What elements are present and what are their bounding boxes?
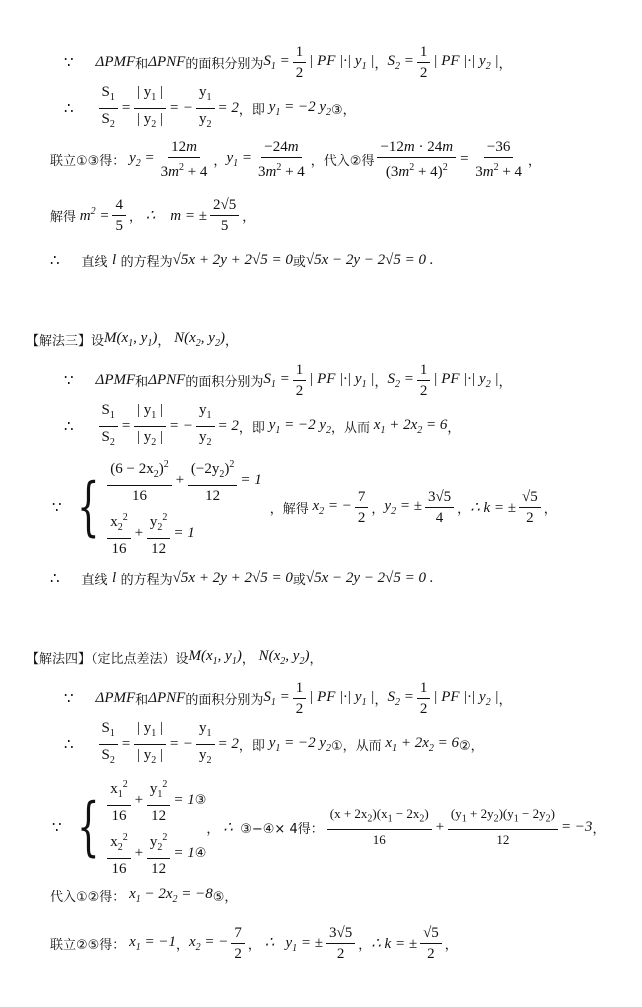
because-symbol: ∵ [64, 53, 74, 71]
line-12: ∵ ΔPMF 和 ΔPNF 的面积分别为 $S_1$ = $\frac{1}{2}$ | PF |·| $y_1$ | ， $S_2$ = $\frac{1}{2}$ | PF |·| $y_2$ | ， [64, 679, 512, 717]
line-6: 【解法三】设 $M(x_1$, $y_1$) ， $N(x_2$, $y_2$) ， [26, 329, 238, 349]
equation-system: { $\frac{(6 - 2x_2)^2}{16}$ + $\frac{(-2y_2)^2}{12}$ = 1 $\frac{x_2^2}{16}$ + $\frac{y_2^2}{12}$ = 1 [68, 456, 262, 558]
line-4: 解得 $m^2$ = $\frac{4}{5}$ ， ∴ m = ± $\frac{2√5}{5}$ ， [50, 196, 256, 234]
line-16: 联立②⑤得： $x_1 = -1$ ， $x_2$ = − $\frac{7}{2}$ ， ∴ $y_1$ = ± $\frac{3√5}{2}$ ， ∴ k = ± $\frac{√5}{2}$ ， [50, 924, 458, 962]
line-3: 联立①③得： $y_2$ = $\frac{12m}{3m^2 + 4}$ ， $y_1$ = $\frac{-24m}{3m^2 + 4}$ ，代入②得 $\frac{-12m \cdot 24m}{(3m^2 + 4)^2}$ = $\frac{-36}{3m^2 + 4}$ ， [50, 138, 542, 180]
line-8: ∴ $\frac{S_1}{S_2}$ = $\frac{| y_1 |}{| y_2 |}$ = − $\frac{y_1}{y_2}$ = 2 ，即 $y_1 = -2$ $y_2$ ，从而 $x_1 + 2x_2 = 6$ ， [64, 401, 461, 448]
line-15: 代入①②得： $x_1 - 2x_2 = -8$ ⑤， [50, 885, 238, 905]
line-11: 【解法四】（定比点差法）设 $M(x_1$, $y_1$) ， $N(x_2$, $y_2$) ， [26, 647, 323, 667]
line-9: ∵ { $\frac{(6 - 2x_2)^2}{16}$ + $\frac{(-2y_2)^2}{12}$ = 1 $\frac{x_2^2}{16}$ + $\frac{y_2^2}{12}$ = 1 ，解得 $x_2$ = − $\frac{7}{2}$ ， $y_2$ = ± $\frac{3√5}{4}$ ， ∴ k = ± $\frac{√5}{2}$ ， [0, 462, 642, 552]
equation-system-2: { $\frac{x_1^2}{16}$ + $\frac{y_1^2}{12}$ = 1 ③ $\frac{x_2^2}{16}$ + $\frac{y_2^2}{12}$ = 1 ④ [68, 776, 207, 878]
line-10: ∴ 直线 l 的方程为 √5x + 2y + 2√5 = 0 或 √5x − 2y − 2√5 = 0 . [50, 569, 434, 588]
therefore-symbol: ∴ [64, 99, 74, 117]
line-2: ∴ $\frac{S_1}{S_2}$ = $\frac{| y_1 |}{| y_2 |}$ = − $\frac{y_1}{y_2}$ = 2 ，即 $y_1 = -2$ $y_2$ ③， [64, 83, 356, 130]
line-13: ∴ $\frac{S_1}{S_2}$ = $\frac{| y_1 |}{| y_2 |}$ = − $\frac{y_1}{y_2}$ = 2 ，即 $y_1 = -2$ $y_2$ ①，从而 $x_1 + 2x_2 = 6$ ②， [64, 719, 484, 766]
line-14: ∵ { $\frac{x_1^2}{16}$ + $\frac{y_1^2}{12}$ = 1 ③ $\frac{x_2^2}{16}$ + $\frac{y_2^2}{12}$ = 1 ④ ， ∴ ③−④× 4得： $\frac{(x + 2x_2)(x_1 - 2x_2)}{16}$ + $\frac{(y_1 + 2y_2)(y_1 - 2y_2)}{12}$ = −3 ， [0, 782, 642, 872]
line-5: ∴ 直线 l 的方程为 √5x + 2y + 2√5 = 0 或 √5x − 2y − 2√5 = 0 . [50, 251, 434, 270]
line-7: ∵ ΔPMF 和 ΔPNF 的面积分别为 $S_1$ = $\frac{1}{2}$ | PF |·| $y_1$ | ， $S_2$ = $\frac{1}{2}$ | PF |·| $y_2$ | ， [64, 361, 512, 399]
line-1: ∵ ΔPMF 和 ΔPNF 的面积分别为 $S_1$ = $\frac{1}{2}$ | PF |·| $y_1$ | ， $S_2$ = $\frac{1}{2}$ | PF |·| $y_2$ | ， [64, 43, 512, 81]
